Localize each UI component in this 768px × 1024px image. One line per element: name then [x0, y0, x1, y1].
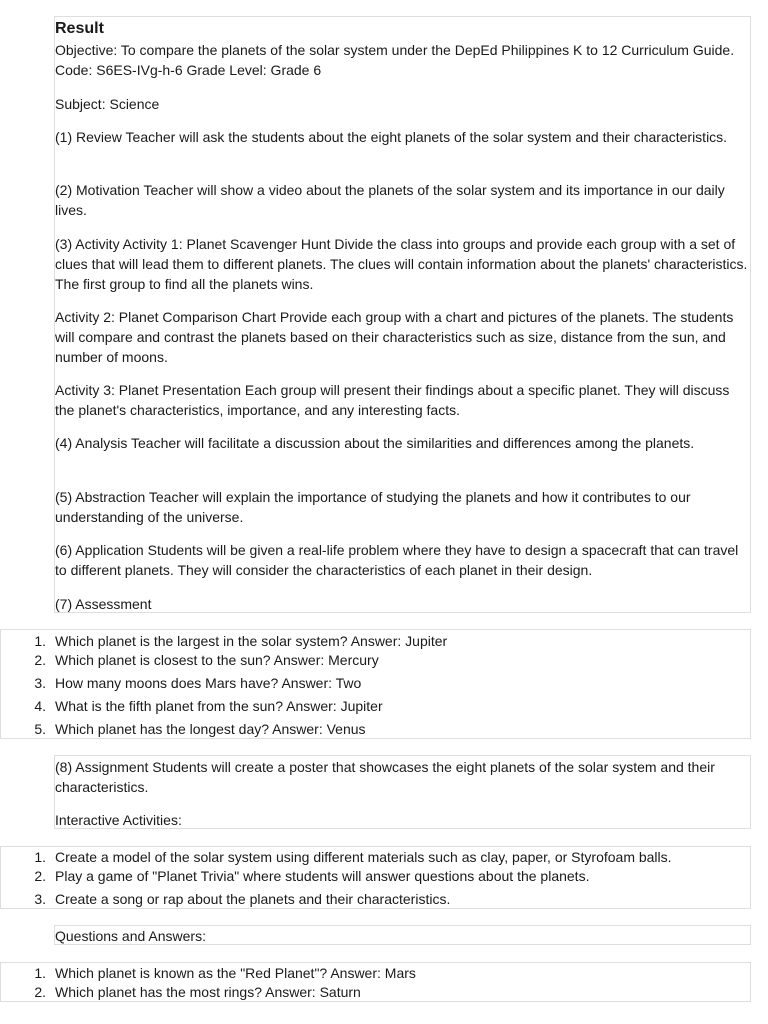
list-item — [0, 650, 751, 670]
list-text: Which planet is the largest in the solar system? Answer: Jupiter — [55, 633, 448, 649]
list-text: Which planet has the longest day? Answer: Venus — [55, 721, 366, 737]
list-number: 5. — [34, 721, 46, 737]
list-number: 1. — [34, 633, 46, 649]
activity3-text: Activity 3: Planet Presentation Each group will present their findings about a specific planet. They will discuss the planet's characteristics, importance, and any interesting facts. — [55, 382, 730, 418]
list-number: 3. — [34, 675, 46, 691]
list-item — [0, 982, 751, 1002]
list-item — [0, 866, 751, 886]
application-text: (6) Application Students will be given a real-life problem where they have to design a spacecraft that can travel to different planets. They will consider the characteristics of each planet in their design. — [55, 542, 739, 578]
list-item — [0, 696, 751, 716]
list-item — [0, 889, 751, 909]
list-text: How many moons does Mars have? Answer: Two — [55, 675, 362, 691]
analysis-text: (4) Analysis Teacher will facilitate a discussion about the similarities and differences among the planets. — [55, 435, 695, 451]
interactive-heading: Interactive Activities: — [55, 812, 182, 828]
list-number: 2. — [34, 984, 46, 1000]
list-number: 2. — [34, 652, 46, 668]
list-item — [0, 847, 751, 867]
motivation-text: (2) Motivation Teacher will show a video about the planets of the solar system and its importance in our daily lives. — [55, 182, 725, 218]
list-item — [0, 719, 751, 739]
list-text: Which planet is closest to the sun? Answer: Mercury — [55, 652, 379, 668]
assignment-text: (8) Assignment Students will create a poster that showcases the eight planets of the solar system and their characteristics. — [55, 759, 715, 795]
list-number: 2. — [34, 868, 46, 884]
list-text: What is the fifth planet from the sun? Answer: Jupiter — [55, 698, 383, 714]
list-number: 3. — [34, 891, 46, 907]
list-text: Play a game of "Planet Trivia" where students will answer questions about the planets. — [55, 868, 590, 884]
list-text: Which planet has the most rings? Answer: Saturn — [55, 984, 361, 1000]
subject-text: Subject: Science — [55, 96, 160, 112]
result-title: Result — [55, 20, 104, 37]
activity1-text: (3) Activity Activity 1: Planet Scavenger Hunt Divide the class into groups and provide each group with a set of clues that will lead them to different planets. The clues will contain information about the planets' characteristics. The first group to find all the planets wins. — [55, 236, 748, 292]
list-item — [0, 673, 751, 693]
objective-text: Objective: To compare the planets of the solar system under the DepEd Philippines K to 12 Curriculum Guide. Code: S6ES-IVg-h-6 Grade Level: Grade 6 — [55, 42, 735, 78]
list-text: Create a model of the solar system using different materials such as clay, paper, or Styrofoam balls. — [55, 849, 672, 865]
list-number: 1. — [34, 849, 46, 865]
list-number: 4. — [34, 698, 46, 714]
assessment-heading: (7) Assessment — [55, 596, 152, 612]
activity2-text: Activity 2: Planet Comparison Chart Provide each group with a chart and pictures of the planets. The students will compare and contrast the planets based on their characteristics such as size, distance from the sun, and number of moons. — [55, 309, 734, 365]
list-text: Create a song or rap about the planets and their characteristics. — [55, 891, 451, 907]
list-item — [0, 963, 751, 983]
abstraction-text: (5) Abstraction Teacher will explain the importance of studying the planets and how it contributes to our understanding of the universe. — [55, 489, 691, 525]
review-text: (1) Review Teacher will ask the students about the eight planets of the solar system and their characteristics. — [55, 129, 728, 145]
list-item — [0, 631, 751, 651]
list-text: Which planet is known as the "Red Planet"? Answer: Mars — [55, 965, 416, 981]
qa-heading: Questions and Answers: — [55, 928, 206, 944]
list-number: 1. — [34, 965, 46, 981]
